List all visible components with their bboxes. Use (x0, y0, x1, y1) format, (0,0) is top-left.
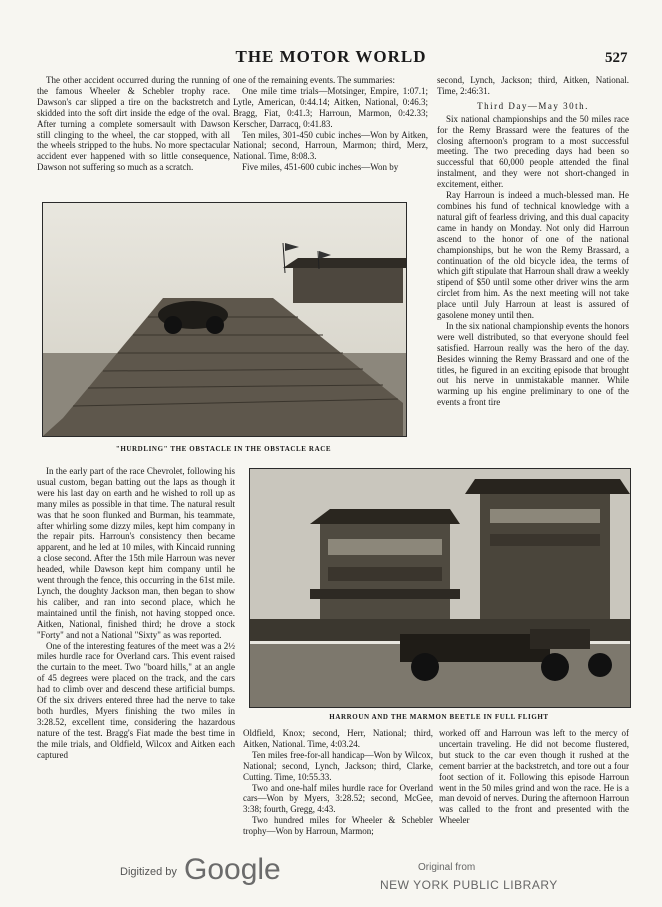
paragraph: Six national championships and the 50 miles race for the Remy Brassard were the features of the closing afternoon's program to a most successful meeting. The two preceding days had been so successful that 60,000 people attended the final instalment, and they were not short-changed in excitement, either. (437, 113, 629, 190)
google-logo: Google (184, 853, 281, 886)
paragraph: Oldfield, Knox; second, Herr, National; third, Aitken, National. Time, 4:03.24. (243, 728, 433, 749)
paragraph: In the early part of the race Chevrolet, following his usual custom, began batting out the laps as though it were his last day on earth and he wished to roll up as many miles as possible in that time. The natural result was that he soon flunked and Burman, his teammate, after whirling some dizzy miles, kept him company in the repair pits. Harroun's consistency then became apparent, and he led at 10 miles, with Kincaid running a close second. After the 15th mile Harroun was never headed, while Dawson kept him company until he went through the fence, this occurring in the 61st mile. Lynch, the doughty Jackson man, then began to show his caliber, and ran into second place, which he maintained until the finish, not having stopped once. Aitken, National, finished third; he drove a stock "Forty" and not a National "Sixty" as was reported. (37, 466, 235, 640)
left-column-middle (37, 466, 235, 760)
paragraph: One of the interesting features of the meet was a 2½ miles hurdle race for Overland cars. This event raised the curtain to the meet. Two "board hills," at an angle of 45 degrees were placed on the track, and the cars had to climb over and descend these artificial bumps. Of the six drivers entered three had the nerve to take both hurdles, Myers finishing the two miles in 3:28.52, excellent time, considering the hazardous nature of the test. Bragg's Fiat made the best time in the mile trials, and Oldfield, Wilcox and Aitken each captured (37, 640, 235, 760)
paragraph: Ten miles free-for-all handicap—Won by Wilcox, National; second, Lynch, Jackson; third, Clarke, Cutting. Time, 10:55.33. (243, 749, 433, 782)
top-column-2 (233, 75, 428, 173)
paragraph: Two and one-half miles hurdle race for Overland cars—Won by Myers, 3:28.52; second, McGee, 3:38; fourth, Gregg, 4:43. (243, 782, 433, 815)
paragraph: second, Lynch, Jackson; third, Aitken, National. Time, 2:46:31. (437, 75, 629, 96)
paragraph: Ten miles, 301-450 cubic inches—Won by Aitken, National; second, Harroun, Marmon; third, Merz, National. Time, 8:08.3. (233, 129, 428, 162)
paragraph: Two hundred miles for Wheeler & Schebler trophy—Won by Harroun, Marmon; (243, 815, 433, 837)
paragraph: worked off and Harroun was left to the mercy of uncertain traveling. He did not become flustered, but stuck to the car even though it rushed at the cement barrier at the backstretch, and tore out a four foot section of it. Following this episode Harroun went in the 50 miles grind and won the race. He is a man devoid of nerves. During the afternoon Harroun was called to the front and presented with the Wheeler (439, 728, 629, 826)
marmon-beetle-illustration (250, 469, 630, 707)
bottom-column-2 (243, 728, 433, 837)
obstacle-race-illustration (43, 203, 406, 436)
paragraph: Five miles, 451-600 cubic inches—Won by (242, 162, 399, 173)
top-column-1 (37, 75, 230, 173)
original-from-label: Original from (418, 862, 476, 873)
running-header: THE MOTOR WORLD (235, 47, 427, 66)
library-name: NEW YORK PUBLIC LIBRARY (380, 878, 558, 892)
obstacle-race-photo (42, 202, 407, 437)
paragraph: One mile time trials—Motsinger, Empire, 1:07.1; Lytle, American, 0:44.14; Aitken, National, 0:46.3; Bragg, Fiat, 0:41.3; Harroun, Marmon, 0:42.33; Kerscher, Darracq, 0:41.83. (233, 85, 428, 129)
bottom-column-3 (439, 728, 629, 826)
obstacle-photo-caption: "HURDLING" THE OBSTACLE IN THE OBSTACLE RACE (115, 445, 332, 453)
paragraph: In the six national championship events the honors were well distributed, so that everyone should feel satisfied. Harroun really was the hero of the day. Besides winning the Remy Brassard and one of the titles, he figured in an exciting episode that brought out his nerve in unmistakable manner. While warming up his engine preliminary to one of the events a front tire (437, 320, 629, 408)
section-heading: Third Day—May 30th. (477, 100, 589, 111)
page-number: 527 (605, 50, 628, 66)
marmon-photo-caption: HARROUN AND THE MARMON BEETLE IN FULL FLIGHT (329, 713, 549, 721)
digitized-by-label: Digitized by (120, 866, 177, 878)
marmon-beetle-photo (249, 468, 631, 708)
right-column (437, 75, 629, 408)
paragraph: one of the remaining events. The summaries: (233, 75, 396, 85)
paragraph: Ray Harroun is indeed a much-blessed man. He combines his fund of technical knowledge with a natural gift of fearless driving, and this dual capacity came in handy on Monday. Not only did Harroun ascend to the honor of one of the national championships, but he won the Remy Brassard, a continuation of the old bicycle idea, the terms of which gift stipulate that Harroun shall draw a weekly stipend of $50 until some other driver wins the arm circlet from him. As the next meeting will not take place until July Harroun at least is assured of gasolene money until then. (437, 190, 629, 321)
paragraph: The other accident occurred during the running of the famous Wheeler & Schebler trophy race. Dawson's car slipped a tire on the backstretch and skidded into the soft dirt inside the edge of the oval. After turning a complete somersault with Dawson still clinging to the wheel, the car stopped, with all the wheels stripped to the hubs. No more spectacular accident ever happened with so little consequence, Dawson not suffering so much as a scratch. (37, 75, 230, 173)
